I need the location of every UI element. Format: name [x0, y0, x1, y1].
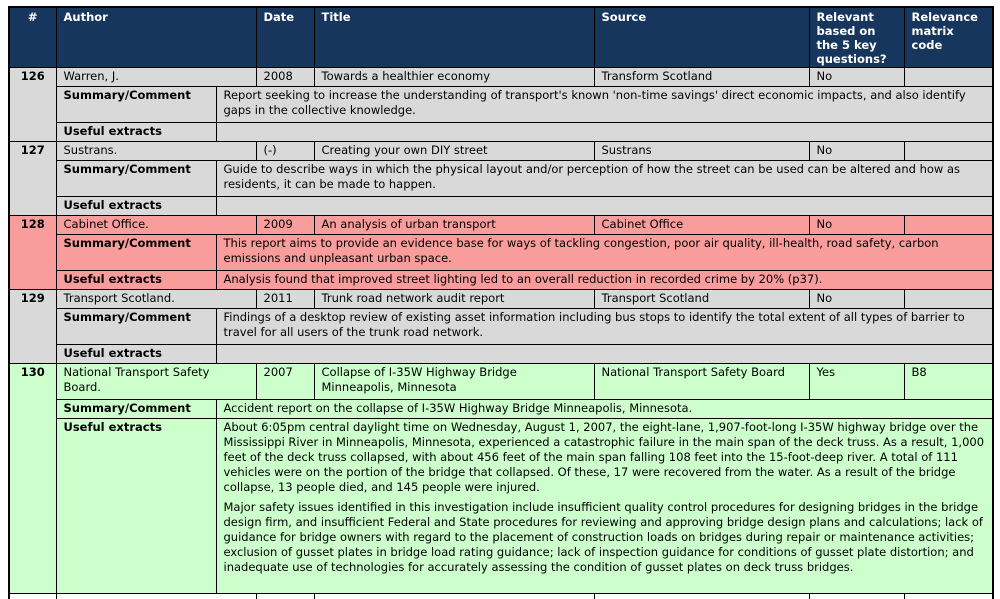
matrix-code-cell: [904, 142, 993, 161]
table-row-129-summary: [9, 309, 993, 345]
extracts-paragraph-1: About 6:05pm central daylight time on Wednesday, August 1, 2007, the eight-lane, 1,907-foot-long I-35W highway bridge over the Mississippi River in Minneapolis, Minnesota, experienced a catastrophic failure in the main span of the deck truss. As a result, 1,000 feet of the deck truss collapsed, with about 456 feet of the main span falling 108 feet into the 15-foot-deep river. A total of 111 vehicles were on the portion of the bridge that collapsed. Of these, 17 were recovered from the water. As a result of the bridge collapse, 13 people died, and 145 people were injured.: [223, 420, 985, 494]
matrix-code-cell: [904, 216, 993, 235]
source-cell: Transform Scotland: [594, 68, 809, 87]
extracts-label: Useful extracts: [56, 123, 216, 142]
col-header-date: Date: [256, 7, 314, 68]
table-row-126-extracts: [9, 123, 993, 142]
summary-label: Summary/Comment: [56, 235, 216, 271]
extracts-text: [216, 123, 993, 142]
source-cell: National Transport Safety Board: [594, 364, 809, 400]
author-cell: [56, 594, 256, 599]
table-row-partial: [9, 594, 993, 599]
table-row-127-extracts: [9, 197, 993, 216]
source-cell: Cabinet Office: [594, 216, 809, 235]
summary-text: Guide to describe ways in which the physical layout and/or perception of how the street can be used can be altered and how as residents, it can be made to happen.: [216, 161, 993, 197]
date-cell: (-): [256, 142, 314, 161]
relevant-cell: [809, 594, 904, 599]
relevant-cell: No: [809, 68, 904, 87]
row-number: 128: [9, 216, 56, 290]
relevant-cell: No: [809, 216, 904, 235]
row-number: 126: [9, 68, 56, 142]
source-cell: [594, 594, 809, 599]
summary-label: Summary/Comment: [56, 161, 216, 197]
table-row-126-summary: [9, 87, 993, 123]
summary-text: Report seeking to increase the understanding of transport's known 'non-time savings' direct economic impacts, and also identify gaps in the collective knowledge.: [216, 87, 993, 123]
matrix-code-cell: [904, 290, 993, 309]
table-row-128-summary: [9, 235, 993, 271]
relevant-cell: No: [809, 290, 904, 309]
matrix-code-cell: B8: [904, 364, 993, 400]
author-cell: Warren, J.: [56, 68, 256, 87]
date-cell: 2007: [256, 364, 314, 400]
summary-label: Summary/Comment: [56, 87, 216, 123]
col-header-relevant: Relevant based on the 5 key questions?: [809, 7, 904, 68]
extracts-text: [216, 419, 993, 594]
table-row-128-extracts: [9, 271, 993, 290]
extracts-text: Analysis found that improved street lighting led to an overall reduction in recorded crime by 20% (p37).: [216, 271, 993, 290]
extracts-text: [216, 345, 993, 364]
date-cell: 2009: [256, 216, 314, 235]
title-cell: Trunk road network audit report: [314, 290, 594, 309]
table-row-126-main: [9, 68, 993, 87]
source-cell: Sustrans: [594, 142, 809, 161]
extracts-label: Useful extracts: [56, 419, 216, 594]
author-cell: Transport Scotland.: [56, 290, 256, 309]
col-header-relevance-matrix-code: Relevance matrix code: [904, 7, 993, 68]
extracts-label: Useful extracts: [56, 271, 216, 290]
title-cell: [314, 594, 594, 599]
table-row-130-summary: [9, 400, 993, 419]
table-row-129-main: [9, 290, 993, 309]
summary-text: Findings of a desktop review of existing asset information including bus stops to identify the total extent of all types of barrier to travel for all users of the trunk road network.: [216, 309, 993, 345]
matrix-code-cell: [904, 68, 993, 87]
summary-text: This report aims to provide an evidence base for ways of tackling congestion, poor air quality, ill-health, road safety, carbon emissions and unpleasant urban space.: [216, 235, 993, 271]
author-cell: National Transport Safety Board.: [56, 364, 256, 400]
table-row-130-main: [9, 364, 993, 400]
col-header-source: Source: [594, 7, 809, 68]
row-number: 129: [9, 290, 56, 364]
summary-label: Summary/Comment: [56, 309, 216, 345]
table-row-130-extracts: [9, 419, 993, 594]
table-row-129-extracts: [9, 345, 993, 364]
matrix-code-cell: [904, 594, 993, 599]
title-cell: An analysis of urban transport: [314, 216, 594, 235]
literature-review-table: [8, 6, 994, 599]
author-cell: Sustrans.: [56, 142, 256, 161]
title-cell: Towards a healthier economy: [314, 68, 594, 87]
date-cell: 2011: [256, 290, 314, 309]
table-row-128-main: [9, 216, 993, 235]
col-header-title: Title: [314, 7, 594, 68]
summary-text: Accident report on the collapse of I-35W Highway Bridge Minneapolis, Minnesota.: [216, 400, 993, 419]
extracts-label: Useful extracts: [56, 345, 216, 364]
row-number: [9, 594, 56, 599]
extracts-label: Useful extracts: [56, 197, 216, 216]
col-header-author: Author: [56, 7, 256, 68]
col-header-number: #: [9, 7, 56, 68]
date-cell: 2008: [256, 68, 314, 87]
extracts-paragraph-2: Major safety issues identified in this investigation include insufficient quality control procedures for designing bridges in the bridge design firm, and insufficient Federal and State procedures for reviewing and approving bridge design plans and calculations; lack of guidance for bridge owners with regard to the placement of construction loads on bridges during repair or maintenance activities; exclusion of gusset plates in bridge load rating guidance; lack of inspection guidance for conditions of gusset plate distortion; and inadequate use of technologies for accurately assessing the condition of gusset plates on deck truss bridges.: [223, 500, 983, 574]
table-row-127-summary: [9, 161, 993, 197]
extracts-text: [216, 197, 993, 216]
row-number: 130: [9, 364, 56, 594]
relevant-cell: No: [809, 142, 904, 161]
source-cell: Transport Scotland: [594, 290, 809, 309]
row-number: 127: [9, 142, 56, 216]
table-row-127-main: [9, 142, 993, 161]
title-cell: Creating your own DIY street: [314, 142, 594, 161]
title-cell: Collapse of I-35W Highway Bridge Minneapolis, Minnesota: [314, 364, 594, 400]
summary-label: Summary/Comment: [56, 400, 216, 419]
author-cell: Cabinet Office.: [56, 216, 256, 235]
relevant-cell: Yes: [809, 364, 904, 400]
date-cell: [256, 594, 314, 599]
header-row: [9, 7, 993, 68]
